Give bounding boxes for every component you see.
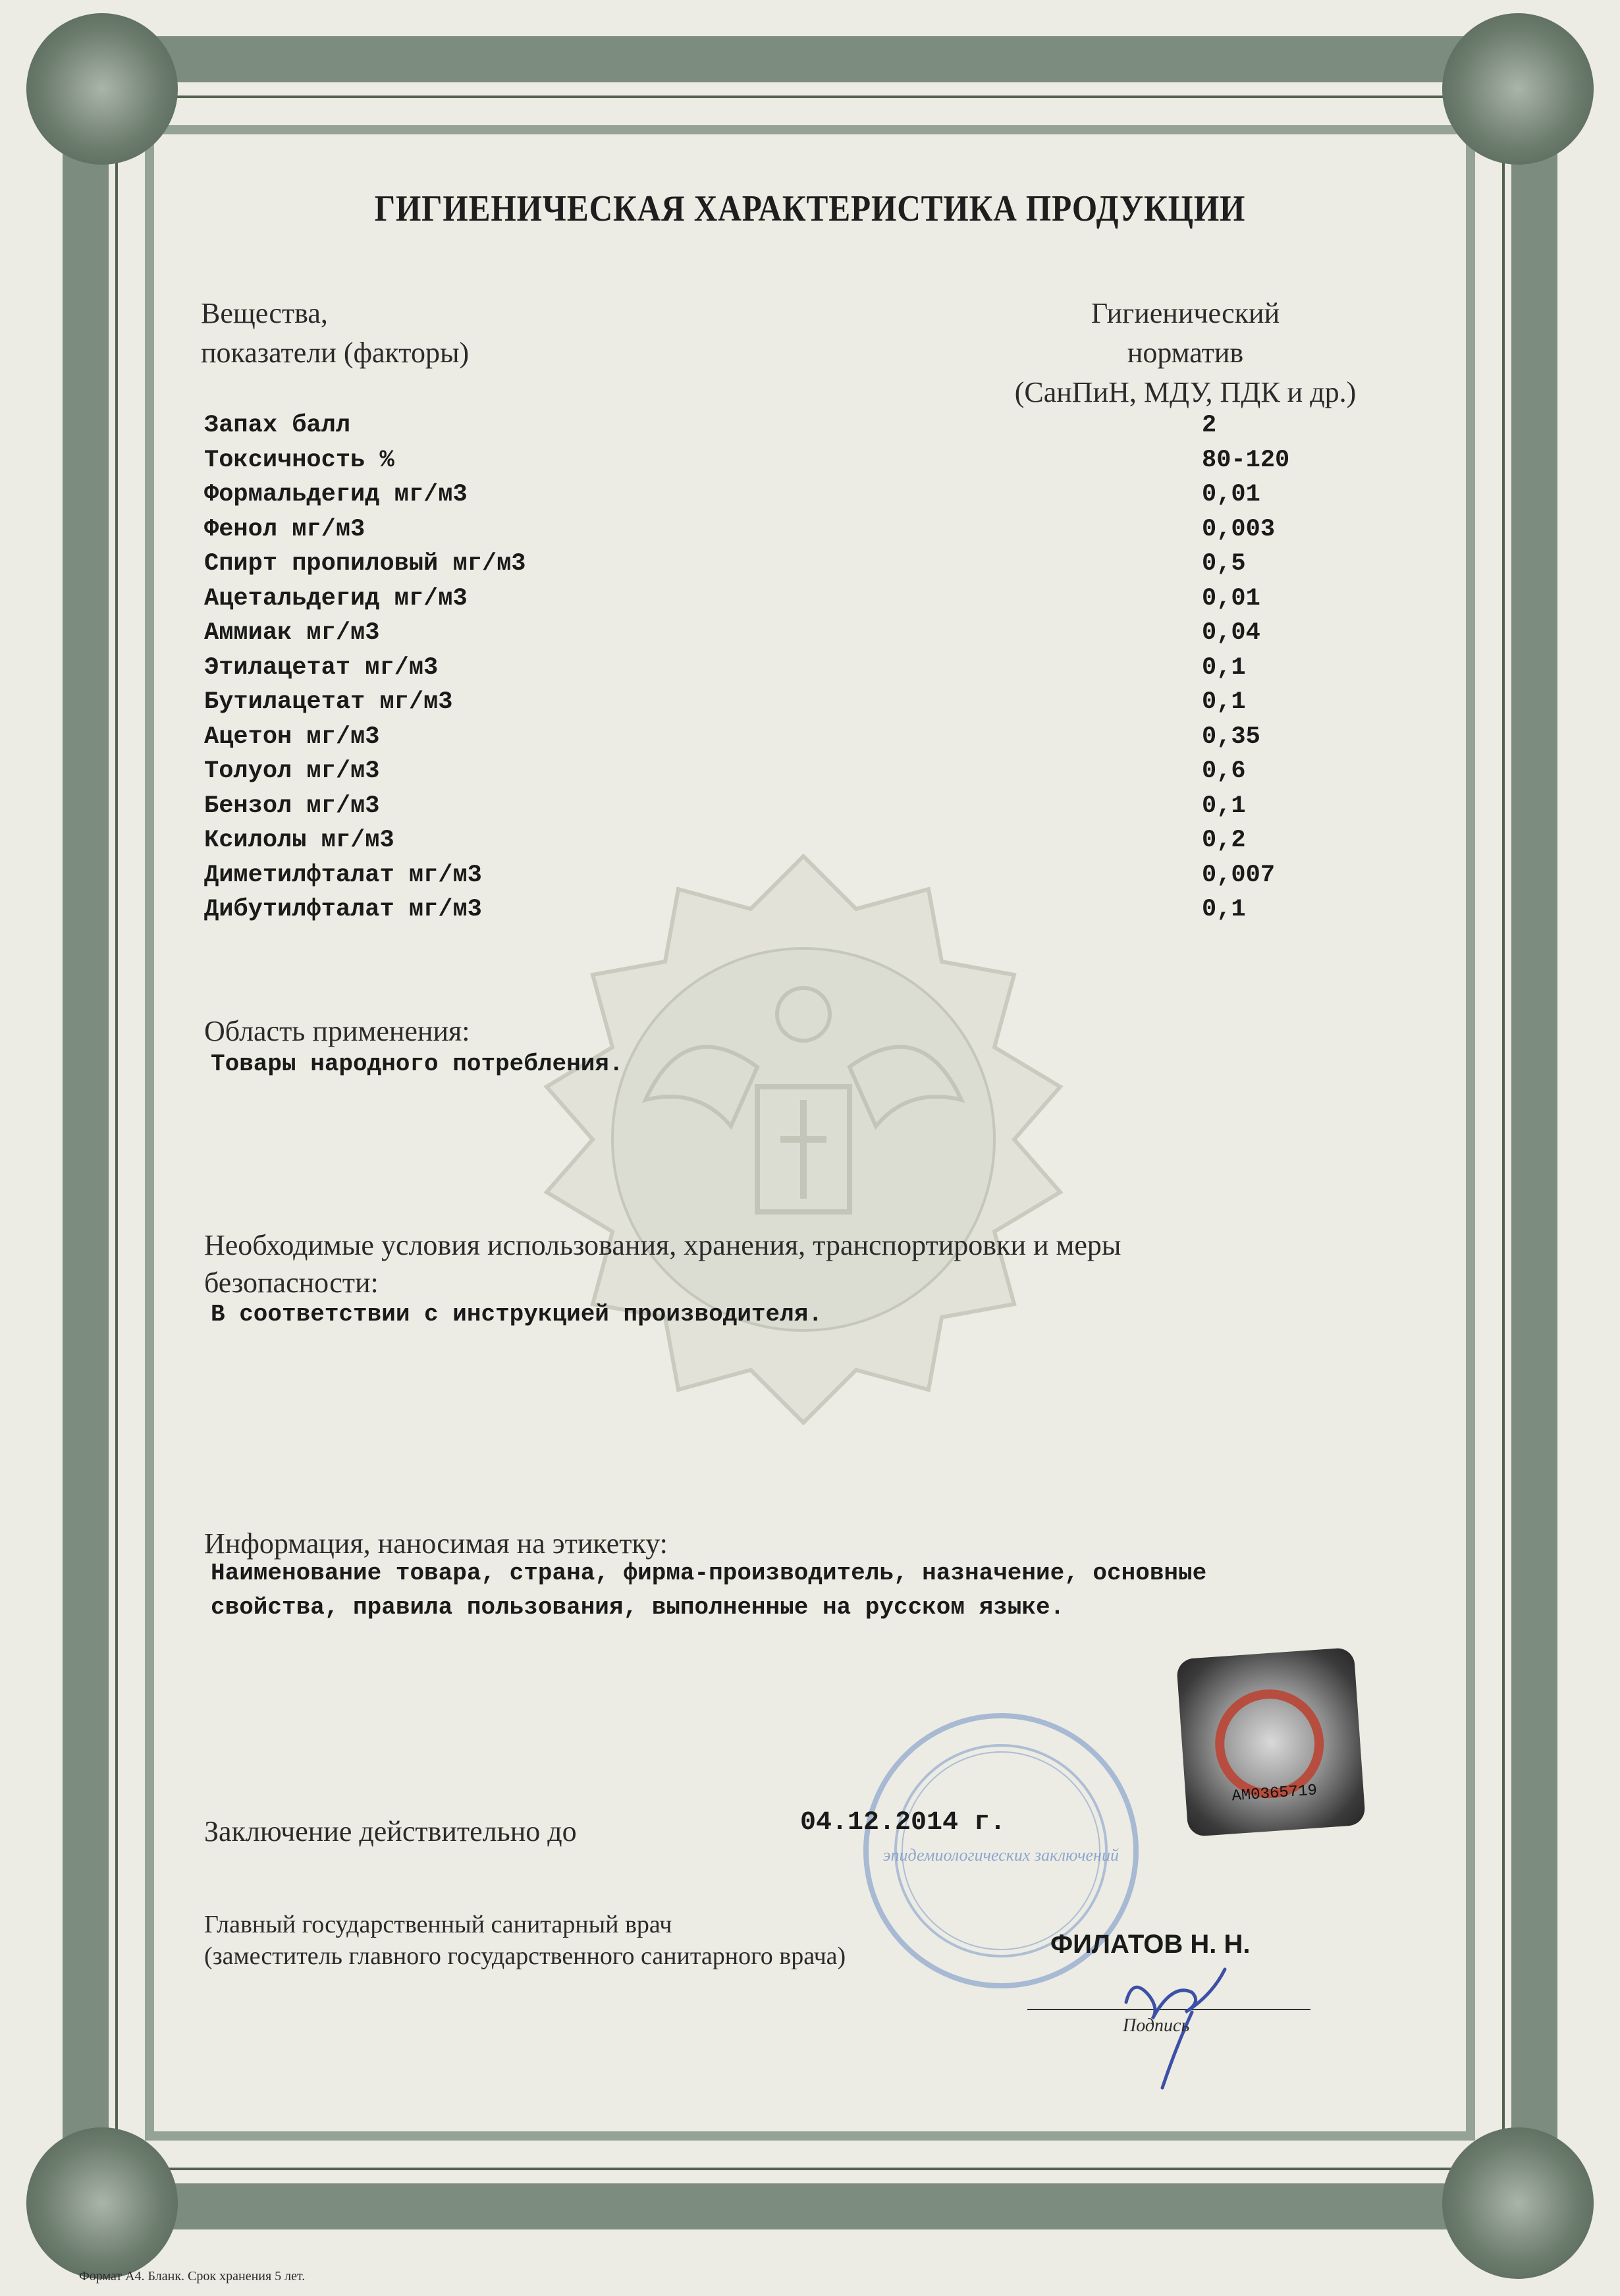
substance-name: Ацетальдегид мг/м3: [204, 584, 468, 613]
document-title: ГИГИЕНИЧЕСКАЯ ХАРАКТЕРИСТИКА ПРОДУКЦИИ: [374, 188, 1246, 229]
substance-norm-value: 0,01: [1202, 481, 1260, 508]
application-label: Область применения:: [204, 1015, 470, 1047]
substance-norm-value: 0,1: [1202, 792, 1246, 820]
column-header-right-line2: норматив: [1127, 337, 1244, 369]
column-header-right-line1: Гигиенический: [1091, 297, 1280, 329]
footer-note: Формат А4. Бланк. Срок хранения 5 лет.: [79, 2269, 306, 2283]
substance-norm-value: 0,04: [1202, 619, 1260, 647]
substance-name: Формальдегид мг/м3: [204, 481, 468, 508]
substance-norm-value: 0,35: [1202, 723, 1260, 751]
substance-norm-value: 0,5: [1202, 550, 1246, 578]
substance-name: Фенол мг/м3: [204, 515, 365, 543]
column-header-right-line3: (СанПиН, МДУ, ПДК и др.): [1014, 376, 1357, 408]
substance-name: Этилацетат мг/м3: [204, 653, 439, 682]
substance-name: Токсичность %: [204, 446, 394, 474]
substance-name: Спирт пропиловый мг/м3: [204, 550, 526, 578]
corner-ornament-top-left: [26, 13, 178, 165]
substance-name: Бутилацетат мг/м3: [204, 688, 453, 716]
substance-norm-value: 0,1: [1202, 653, 1246, 682]
column-header-left-line1: Вещества,: [201, 297, 328, 329]
substance-norm-value: 0,2: [1202, 827, 1246, 854]
application-value: Товары народного потребления.: [211, 1051, 624, 1078]
signature-caption: Подпись: [1123, 2015, 1190, 2036]
corner-ornament-bottom-left: [26, 2127, 178, 2279]
substance-name: Толуол мг/м3: [204, 757, 380, 785]
corner-ornament-top-right: [1442, 13, 1594, 165]
doctor-title-line2: (заместитель главного государственного санитарного врача): [204, 1942, 846, 1970]
substance-name: Запах балл: [204, 412, 351, 439]
substance-norm-value: 0,6: [1202, 757, 1246, 785]
conditions-label-line1: Необходимые условия использования, хранения, транспортировки и меры: [204, 1229, 1121, 1261]
eagle-emblem-watermark: [514, 850, 1093, 1429]
substance-norm-value: 2: [1202, 412, 1217, 439]
substance-norm-value: 80-120: [1202, 446, 1290, 474]
validity-label: Заключение действительно до: [204, 1815, 577, 1847]
column-header-left-line2: показатели (факторы): [201, 337, 470, 369]
conditions-label-line2: безопасности:: [204, 1267, 379, 1299]
substance-name: Дибутилфталат мг/м3: [204, 896, 482, 923]
substance-norm-value: 0,01: [1202, 584, 1260, 613]
substance-norm-value: 0,1: [1202, 688, 1246, 716]
substance-name: Диметилфталат мг/м3: [204, 861, 482, 889]
substance-name: Ацетон мг/м3: [204, 723, 380, 751]
hologram-sticker: [1176, 1647, 1366, 1837]
validity-date: 04.12.2014 г.: [800, 1808, 1006, 1838]
substance-name: Аммиак мг/м3: [204, 619, 380, 647]
labeling-value-line2: свойства, правила пользования, выполненные на русском языке.: [211, 1594, 1065, 1621]
stamp-text: эпидемиологических заключений: [883, 1845, 1119, 1865]
doctor-name: ФИЛАТОВ Н. Н.: [1050, 1930, 1251, 1959]
conditions-value: В соответствии с инструкцией производителя.: [211, 1301, 823, 1328]
labeling-value-line1: Наименование товара, страна, фирма-производитель, назначение, основные: [211, 1560, 1207, 1587]
labeling-label: Информация, наносимая на этикетку:: [204, 1527, 668, 1560]
substance-norm-value: 0,1: [1202, 896, 1246, 923]
doctor-title-line1: Главный государственный санитарный врач: [204, 1911, 672, 1938]
substance-name: Бензол мг/м3: [204, 792, 380, 820]
substance-norm-value: 0,003: [1202, 515, 1276, 543]
substance-norm-value: 0,007: [1202, 861, 1276, 889]
substance-name: Ксилолы мг/м3: [204, 827, 394, 854]
corner-ornament-bottom-right: [1442, 2127, 1594, 2279]
hologram-serial: AM0365719: [1231, 1782, 1318, 1806]
